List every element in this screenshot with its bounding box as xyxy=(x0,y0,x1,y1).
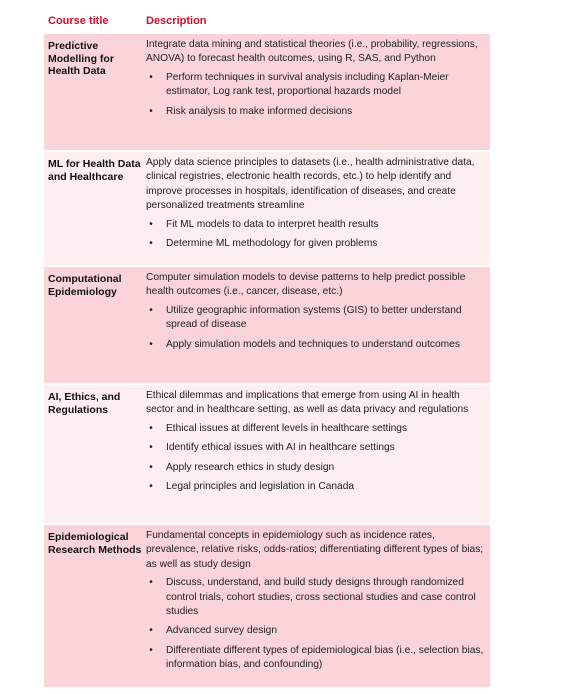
description-text: Apply data science principles to datasets (i.e., health administrative data, clinical registries, electronic health records, etc.) to help identify and improve processes in hospitals, identification of diseases, and create personalized treatments streamline xyxy=(146,157,475,212)
course-title-cell: AI, Ethics, and Regulations xyxy=(48,391,121,416)
table-row xyxy=(44,525,490,689)
description-cell xyxy=(142,156,490,259)
course-title-cell: Predictive Modelling for Health Data xyxy=(48,40,114,77)
bullet-icon: • xyxy=(149,442,153,454)
list-item xyxy=(146,237,486,251)
description-text: Ethical dilemmas and implications that emerge from using AI in health sector and in healthcare setting, as well as data privacy and regulations xyxy=(146,390,469,416)
table-row xyxy=(44,385,490,525)
list-item-text: Determine ML methodology for given problems xyxy=(166,238,378,250)
course-table xyxy=(44,8,490,689)
bullet-icon: • xyxy=(149,338,153,350)
bullet-icon: • xyxy=(149,71,153,83)
description-text: Fundamental concepts in epidemiology such as incidence rates, prevalence, relative risks, odds-ratios; differentiating different types of bias; as well as study design xyxy=(146,530,484,570)
bullet-icon: • xyxy=(149,577,153,589)
bullet-icon: • xyxy=(149,218,153,230)
bullet-icon: • xyxy=(149,238,153,250)
list-item xyxy=(146,218,486,232)
list-item xyxy=(146,338,486,352)
list-item-text: Differentiate different types of epidemiological bias (i.e., selection bias, information bias, and confounding) xyxy=(166,644,484,671)
list-item xyxy=(146,461,486,475)
bullet-icon: • xyxy=(149,461,153,473)
list-item-text: Apply research ethics in study design xyxy=(166,461,335,473)
description-cell xyxy=(142,389,490,517)
header-course-title: Course title xyxy=(48,15,109,27)
header-description: Description xyxy=(146,15,207,27)
bullet-icon: • xyxy=(149,625,153,637)
table-header xyxy=(44,8,490,34)
list-item-text: Risk analysis to make informed decisions xyxy=(166,105,353,117)
list-item xyxy=(146,422,486,436)
bullet-list xyxy=(146,218,486,252)
bullet-list xyxy=(146,576,486,672)
course-title-cell: ML for Health Data and Healthcare xyxy=(48,158,141,183)
table-row xyxy=(44,267,490,385)
bullet-list xyxy=(146,304,486,352)
bullet-list xyxy=(146,71,486,119)
description-cell xyxy=(142,38,490,144)
list-item-text: Identify ethical issues with AI in healthcare settings xyxy=(166,442,395,454)
list-item-text: Legal principles and legislation in Canada xyxy=(166,481,355,493)
description-text: Integrate data mining and statistical theories (i.e., probability, regressions, ANOVA) to forecast health outcomes, using R, SAS, and Python xyxy=(146,39,478,65)
list-item xyxy=(146,441,486,455)
course-title-cell: Computational Epidemiology xyxy=(48,273,122,298)
list-item-text: Utilize geographic information systems (GIS) to better understand spread of disease xyxy=(166,304,462,331)
course-title-cell: Epidemiological Research Methods xyxy=(48,531,142,556)
description-cell xyxy=(142,271,490,377)
bullet-icon: • xyxy=(149,644,153,656)
list-item xyxy=(146,576,486,619)
bullet-list xyxy=(146,422,486,495)
table-row xyxy=(44,152,490,267)
list-item xyxy=(146,71,486,100)
list-item xyxy=(146,304,486,333)
list-item-text: Discuss, understand, and build study designs through randomized control trials, cohort studies, cross sectional studies and case control studies xyxy=(166,577,476,618)
description-text: Computer simulation models to devise patterns to help predict possible health outcomes (i.e., cancer, disease, etc.) xyxy=(146,272,466,298)
list-item xyxy=(146,105,486,119)
list-item-text: Perform techniques in survival analysis including Kaplan-Meier estimator, Log rank test, proportional hazards model xyxy=(166,71,449,98)
list-item-text: Ethical issues at different levels in healthcare settings xyxy=(166,422,408,434)
bullet-icon: • xyxy=(149,422,153,434)
description-cell xyxy=(142,529,490,681)
list-item-text: Advanced survey design xyxy=(166,625,277,637)
list-item-text: Fit ML models to data to interpret health results xyxy=(166,218,379,230)
list-item xyxy=(146,644,486,673)
list-item-text: Apply simulation models and techniques to understand outcomes xyxy=(166,338,460,350)
list-item xyxy=(146,480,486,494)
bullet-icon: • xyxy=(149,481,153,493)
bullet-icon: • xyxy=(149,304,153,316)
table-row xyxy=(44,34,490,152)
bullet-icon: • xyxy=(149,105,153,117)
list-item xyxy=(146,624,486,638)
